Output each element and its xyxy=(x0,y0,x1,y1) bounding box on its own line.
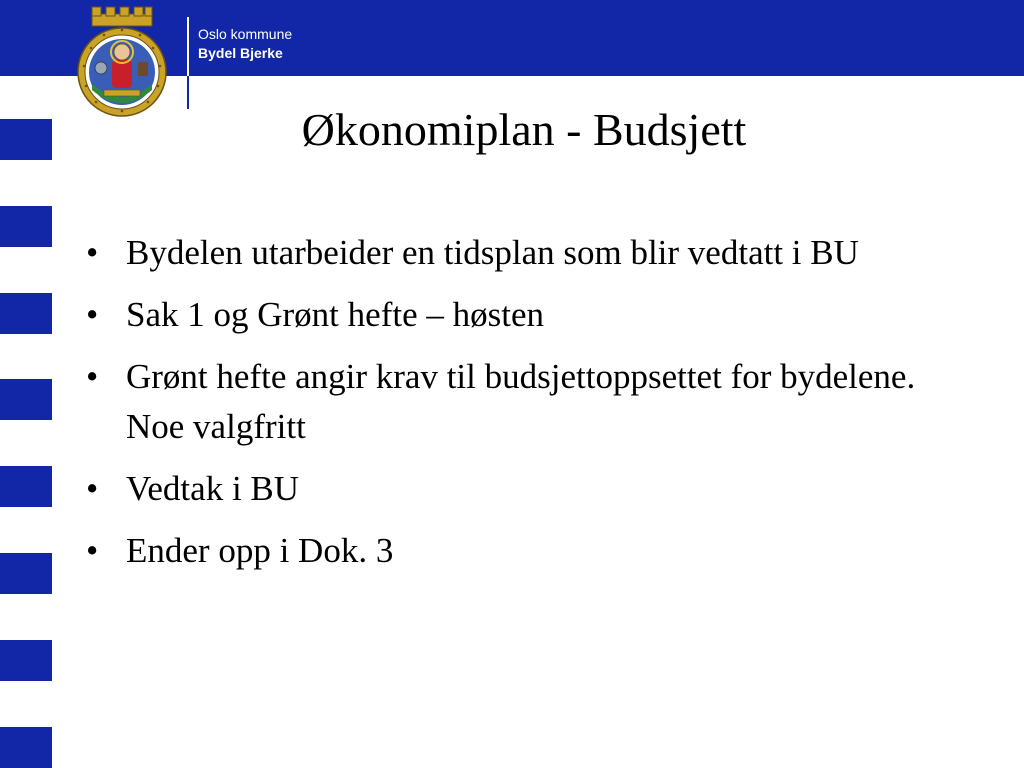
bullet-icon: • xyxy=(86,295,99,334)
stripe-block xyxy=(0,293,52,334)
stripe-block xyxy=(0,466,52,507)
bullet-icon: • xyxy=(86,233,99,272)
bullet-item xyxy=(84,352,944,452)
bullet-icon: • xyxy=(86,469,99,508)
bullet-text: Grønt hefte angir krav til budsjettoppsettet for bydelene. Noe valgfritt xyxy=(126,357,916,446)
bullet-text: Sak 1 og Grønt hefte – høsten xyxy=(126,295,544,334)
stripe-block xyxy=(0,640,52,681)
bullet-item xyxy=(84,290,944,340)
org-name: Oslo kommune xyxy=(198,26,293,42)
department-name: Bydel Bjerke xyxy=(198,45,283,61)
organization-label xyxy=(198,25,292,63)
bullet-text: Vedtak i BU xyxy=(126,469,300,508)
bullet-item xyxy=(84,526,944,576)
bullet-item xyxy=(84,228,944,278)
stripe-block xyxy=(0,379,52,420)
slide-title: Økonomiplan - Budsjett xyxy=(301,104,747,155)
bullet-text: Bydelen utarbeider en tidsplan som blir vedtatt i BU xyxy=(126,233,859,272)
header-divider-light xyxy=(187,17,189,76)
bullet-text: Ender opp i Dok. 3 xyxy=(126,531,394,570)
bullet-list xyxy=(84,228,944,588)
stripe-block xyxy=(0,553,52,594)
stripe-block xyxy=(0,727,52,768)
stripe-block xyxy=(0,206,52,247)
bullet-icon: • xyxy=(86,357,99,396)
bullet-icon: • xyxy=(86,531,99,570)
bullet-item xyxy=(84,464,944,514)
